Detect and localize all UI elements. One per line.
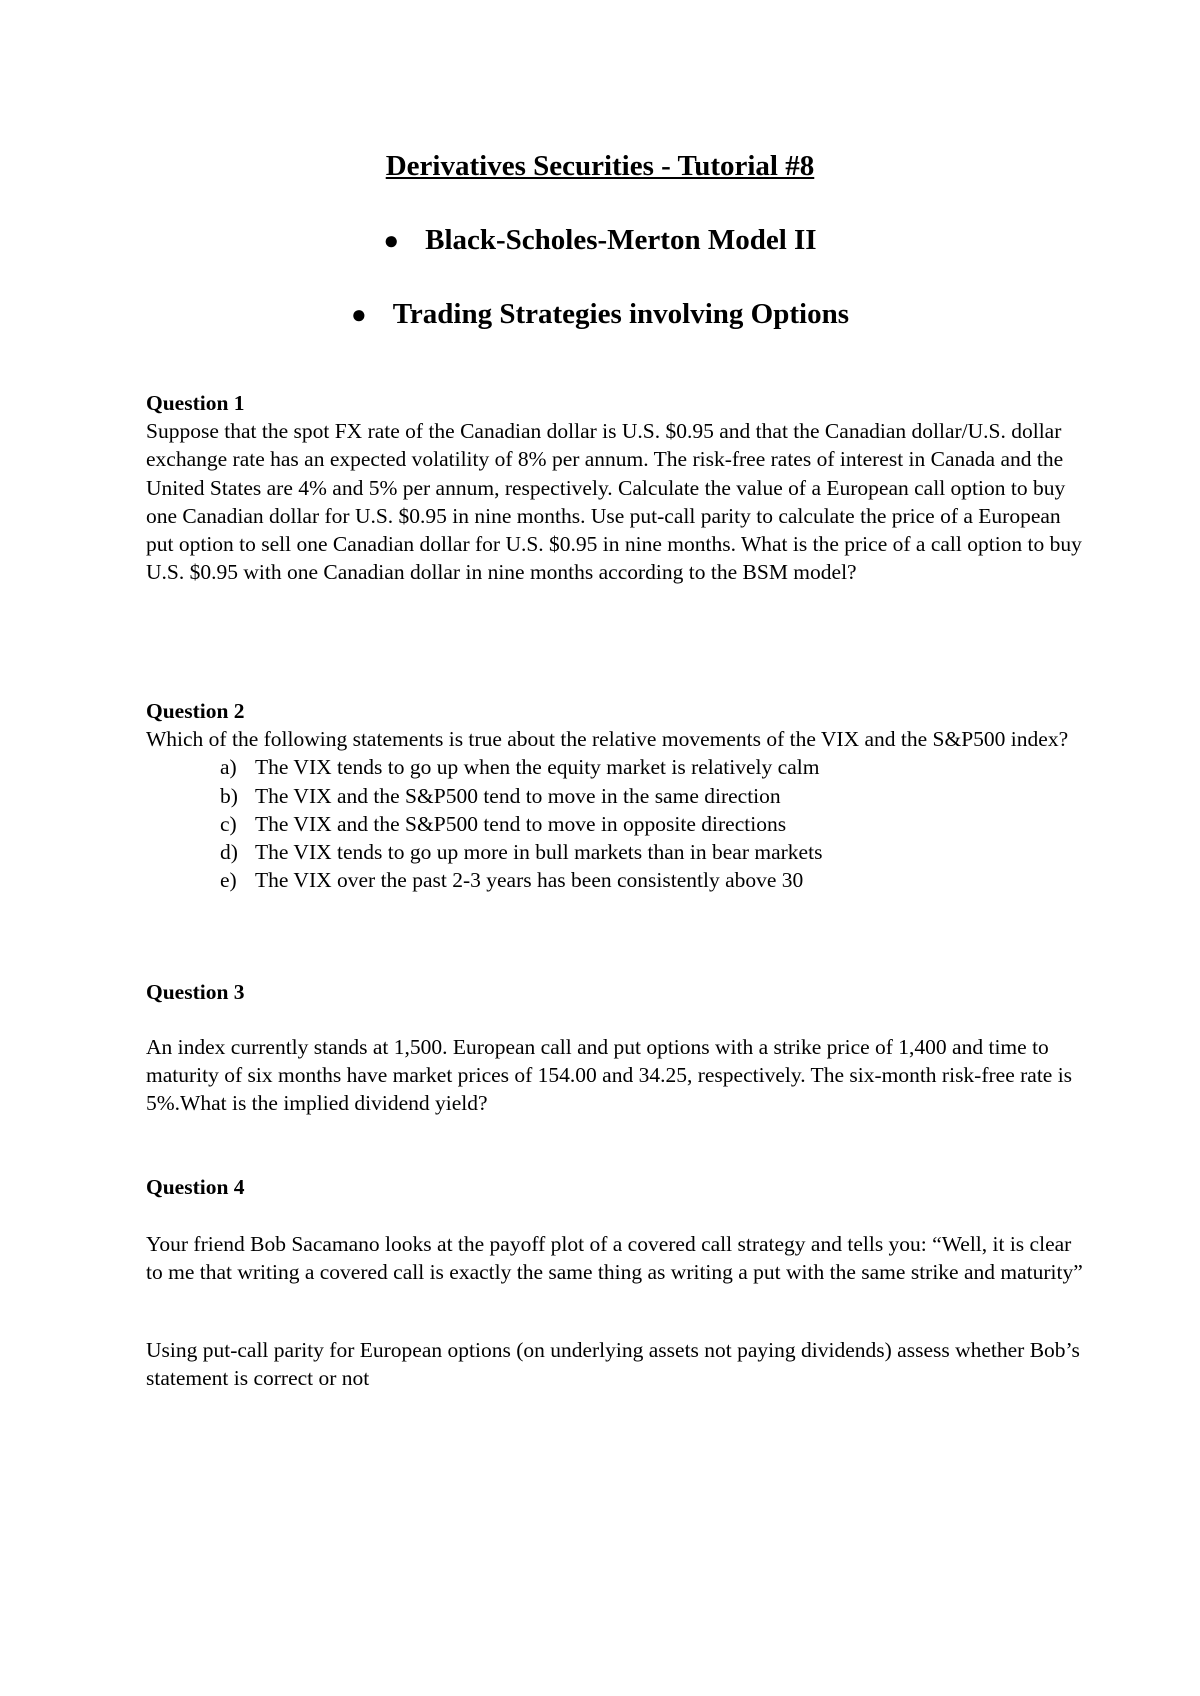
question-heading: Question 3	[146, 980, 245, 1004]
question-2	[146, 697, 1086, 894]
answer-options	[146, 753, 1086, 894]
question-text: An index currently stands at 1,500. European call and put options with a strike price of 1,400 and time to maturity of six months have market prices of 154.00 and 34.25, respectively. The six-month risk-free rate is 5%.What is the implied dividend yield?	[146, 1035, 1073, 1116]
question-4-body	[146, 1230, 1086, 1286]
question-text: Which of the following statements is true about the relative movements of the VIX and the S&P500 index?	[146, 727, 1069, 752]
topic-text: Trading Strategies involving Options	[392, 298, 849, 330]
topic-text: Black-Scholes-Merton Model II	[425, 224, 817, 256]
question-heading: Question 1	[146, 391, 245, 415]
topic-item	[0, 296, 1200, 333]
bullet-icon: ●	[383, 226, 400, 255]
option-text: The VIX and the S&P500 tend to move in opposite directions	[255, 811, 787, 836]
answer-option	[220, 782, 1086, 810]
question-4-body-2	[146, 1336, 1086, 1392]
question-text: Using put-call parity for European options (on underlying assets not paying dividends) assess whether Bob’s statement is correct or not	[146, 1338, 1080, 1391]
question-text: Your friend Bob Sacamano looks at the payoff plot of a covered call strategy and tells you: “Well, it is clear to me that writing a covered call is exactly the same thing as writing a put with the same strike and maturity”	[146, 1232, 1083, 1285]
question-heading: Question 2	[146, 699, 245, 723]
answer-option	[220, 838, 1086, 866]
option-text: The VIX and the S&P500 tend to move in the same direction	[255, 783, 781, 808]
option-label: a)	[220, 755, 237, 780]
question-1	[146, 389, 1086, 586]
question-heading: Question 4	[146, 1175, 245, 1199]
bullet-icon: ●	[351, 300, 367, 329]
option-label: c)	[220, 811, 237, 836]
question-4-heading-block	[146, 1173, 1086, 1201]
answer-option	[220, 753, 1086, 781]
option-label: e)	[220, 868, 237, 893]
topic-item	[0, 222, 1200, 259]
question-text: Suppose that the spot FX rate of the Canadian dollar is U.S. $0.95 and that the Canadian dollar/U.S. dollar exchange rate has an expected volatility of 8% per annum. The risk-free rates of interest in Canada and the United States are 4% and 5% per annum, respectively. Calculate the value of a European call option to buy one Canadian dollar for U.S. $0.95 in nine months. Use put-call parity to calculate the price of a European put option to sell one Canadian dollar for U.S. $0.95 in nine months. What is the price of a call option to buy U.S. $0.95 with one Canadian dollar in nine months according to the BSM model?	[146, 419, 1082, 585]
question-3-body	[146, 1033, 1086, 1118]
option-label: b)	[220, 783, 238, 808]
option-label: d)	[220, 840, 238, 865]
answer-option	[220, 810, 1086, 838]
answer-option	[220, 866, 1086, 894]
option-text: The VIX tends to go up more in bull markets than in bear markets	[255, 840, 823, 865]
option-text: The VIX over the past 2-3 years has been consistently above 30	[255, 868, 804, 893]
option-text: The VIX tends to go up when the equity market is relatively calm	[255, 755, 820, 780]
page-title: Derivatives Securities - Tutorial #8	[385, 150, 815, 182]
question-3-heading-block	[146, 978, 1086, 1006]
